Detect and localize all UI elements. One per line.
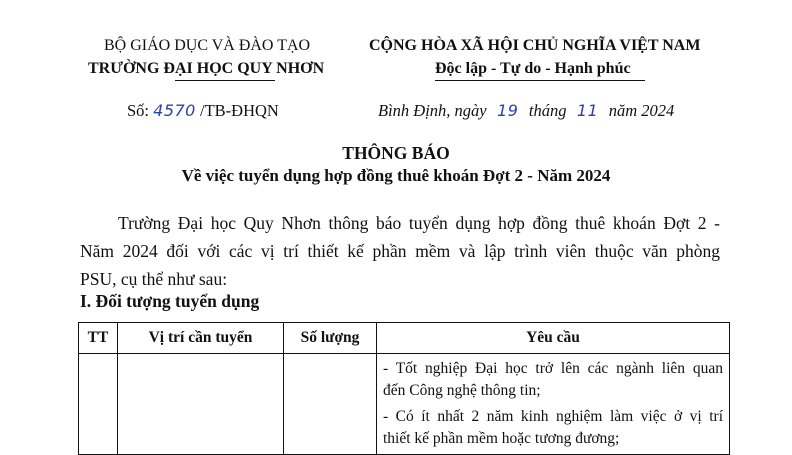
col-header-position: Vị trí cần tuyển [118, 323, 284, 354]
university-name: TRƯỜNG ĐẠI HỌC QUY NHƠN [88, 60, 325, 77]
doc-number-handwritten: 4570 [153, 101, 196, 120]
date-year: năm 2024 [608, 101, 675, 120]
requirement-line: - Tốt nghiệp Đại học trở lên các ngành liên quan [383, 360, 723, 377]
date-month-label: tháng [528, 101, 567, 120]
intro-line: PSU, cụ thể như sau: [80, 269, 228, 289]
requirements-table [78, 322, 730, 455]
cell-tt [79, 354, 118, 455]
date-place: Bình Định, ngày [378, 101, 487, 120]
cell-requirements [377, 354, 730, 455]
doc-number-suffix: /TB-ĐHQN [199, 101, 279, 120]
date-month: 11 [576, 101, 599, 120]
doc-number [127, 101, 279, 121]
doc-number-prefix: Số: [127, 101, 150, 120]
col-header-quantity: Số lượng [284, 323, 377, 354]
republic-name: CỘNG HÒA XÃ HỘI CHỦ NGHĨA VIỆT NAM [369, 37, 701, 54]
issue-date [378, 101, 674, 121]
notice-title: THÔNG BÁO [342, 143, 450, 163]
section-heading: I. Đối tượng tuyển dụng [80, 291, 260, 311]
date-day: 19 [497, 101, 519, 120]
notice-subtitle: Về việc tuyển dụng hợp đồng thuê khoán Đợt 2 - Năm 2024 [181, 166, 611, 185]
table-header-row [79, 323, 730, 354]
requirement-line: đến Công nghệ thông tin; [383, 382, 541, 399]
col-header-tt: TT [79, 323, 118, 354]
cell-position [118, 354, 284, 455]
cell-quantity [284, 354, 377, 455]
university-underline [175, 80, 275, 81]
requirement-line: thiết kế phần mềm hoặc tương đương; [383, 430, 620, 447]
table-row [79, 354, 730, 455]
motto-underline [435, 80, 645, 81]
intro-line: Trường Đại học Quy Nhơn thông báo tuyển dụng hợp đồng thuê khoán Đợt 2 - [118, 213, 720, 233]
col-header-requirements: Yêu cầu [377, 323, 730, 354]
requirement-line: - Có ít nhất 2 năm kinh nghiệm làm việc ở vị trí [383, 408, 723, 425]
intro-paragraph [80, 209, 720, 293]
ministry-name: BỘ GIÁO DỤC VÀ ĐÀO TẠO [104, 37, 311, 54]
national-motto: Độc lập - Tự do - Hạnh phúc [435, 60, 631, 77]
intro-line: Năm 2024 đối với các vị trí thiết kế phần mềm và lập trình viên thuộc văn phòng [80, 241, 720, 261]
